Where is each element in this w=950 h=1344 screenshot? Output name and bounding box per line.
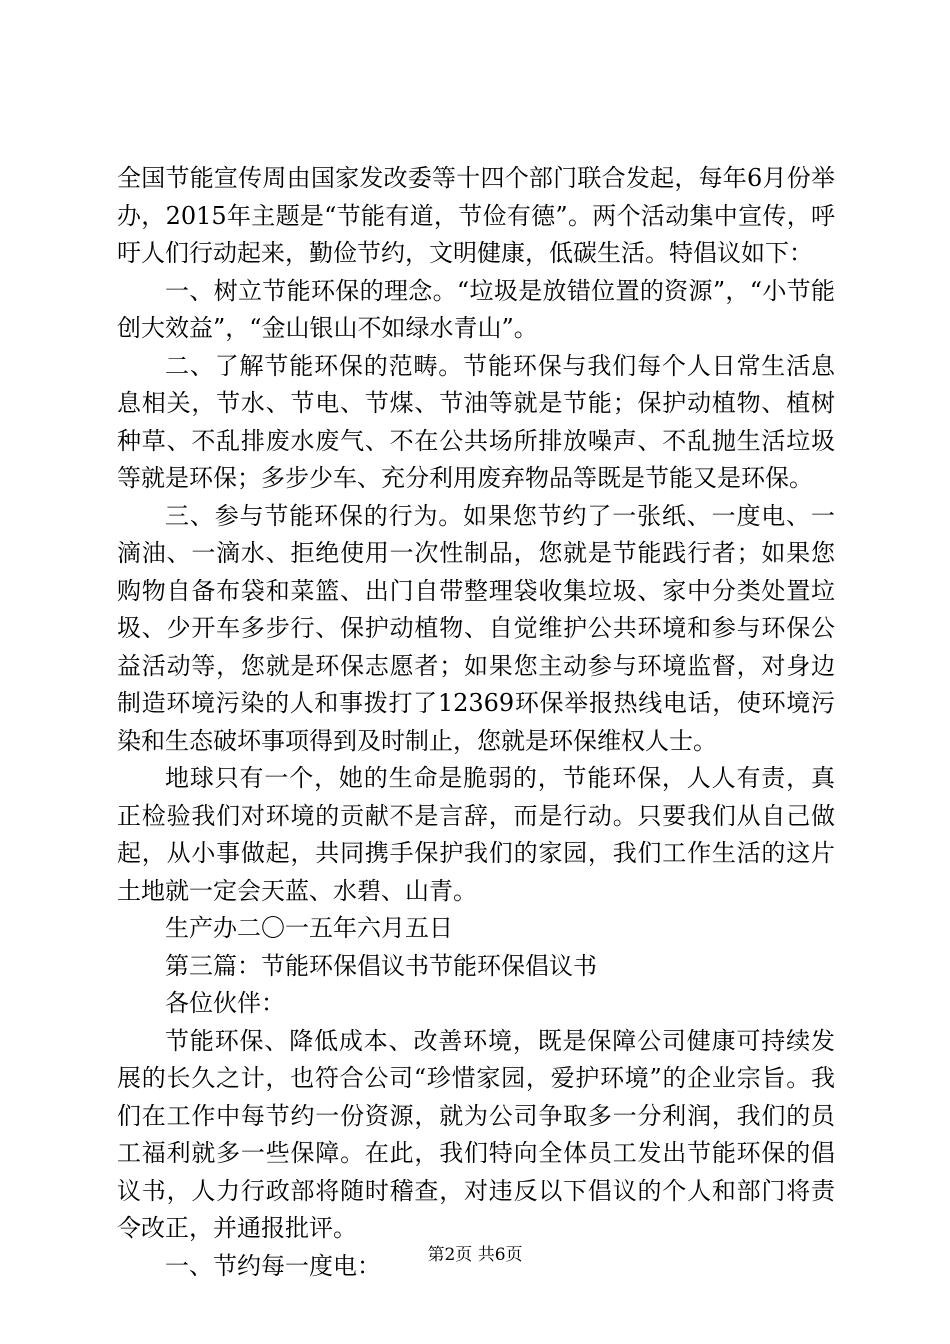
signature-date: 生产办二〇一五年六月五日 bbox=[165, 914, 453, 942]
paragraph-point-two: 二、了解节能环保的范畴。节能环保与我们每个人日常生活息息相关，节水、节电、节煤、节油等就是节能；保护动植物、植树种草、不乱排废水废气、不在公共场所排放噪声、不乱抛生活垃圾等就是环保；多步少车、充分利用废弃物品等既是节能又是环保。 bbox=[117, 351, 835, 492]
paragraph-conclusion: 地球只有一个，她的生命是脆弱的，节能环保，人人有责，真正检验我们对环境的贡献不是言辞，而是行动。只要我们从自己做起，从小事做起，共同携手保护我们的家园，我们工作生活的这片土地就一定会天蓝、水碧、山青。 bbox=[117, 764, 835, 905]
paragraph-point-three: 三、参与节能环保的行为。如果您节约了一张纸、一度电、一滴油、一滴水、拒绝使用一次性制品，您就是节能践行者；如果您购物自备布袋和菜篮、出门自带整理袋收集垃圾、家中分类处置垃圾、少开车多步行、保护动植物、自觉维护公共环境和参与环保公益活动等，您就是环保志愿者；如果您主动参与环境监督，对身边制造环境污染的人和事拨打了12369环保举报热线电话，使环境污染和生态破坏事项得到及时制止，您就是环保维权人士。 bbox=[117, 501, 835, 755]
salutation: 各位伙伴： bbox=[165, 989, 285, 1017]
paragraph-save-electricity: 一、节约每一度电： bbox=[165, 1251, 381, 1280]
paragraph-point-one: 一、树立节能环保的理念。“垃圾是放错位置的资源”，“小节能创大效益”，“金山银山不如绿水青山”。 bbox=[117, 276, 835, 342]
page-number: 第2页 共6页 bbox=[427, 1245, 523, 1265]
paragraph-intro: 全国节能宣传周由国家发改委等十四个部门联合发起，每年6月份举办，2015年主题是“节能有道，节俭有德”。两个活动集中宣传，呼吁人们行动起来，勤俭节约，文明健康，低碳生活。特倡议如下： bbox=[117, 164, 835, 267]
document-body bbox=[117, 160, 835, 1285]
section-heading: 第三篇：节能环保倡议书节能环保倡议书 bbox=[165, 951, 597, 980]
paragraph-company-intro: 节能环保、降低成本、改善环境，既是保障公司健康可持续发展的长久之计，也符合公司“珍惜家园，爱护环境”的企业宗旨。我们在工作中每节约一份资源，就为公司争取多一分利润，我们的员工福利就多一些保障。在此，我们特向全体员工发出节能环保的倡议书，人力行政部将随时稽查，对违反以下倡议的个人和部门将责令改正，并通报批评。 bbox=[117, 1026, 835, 1242]
